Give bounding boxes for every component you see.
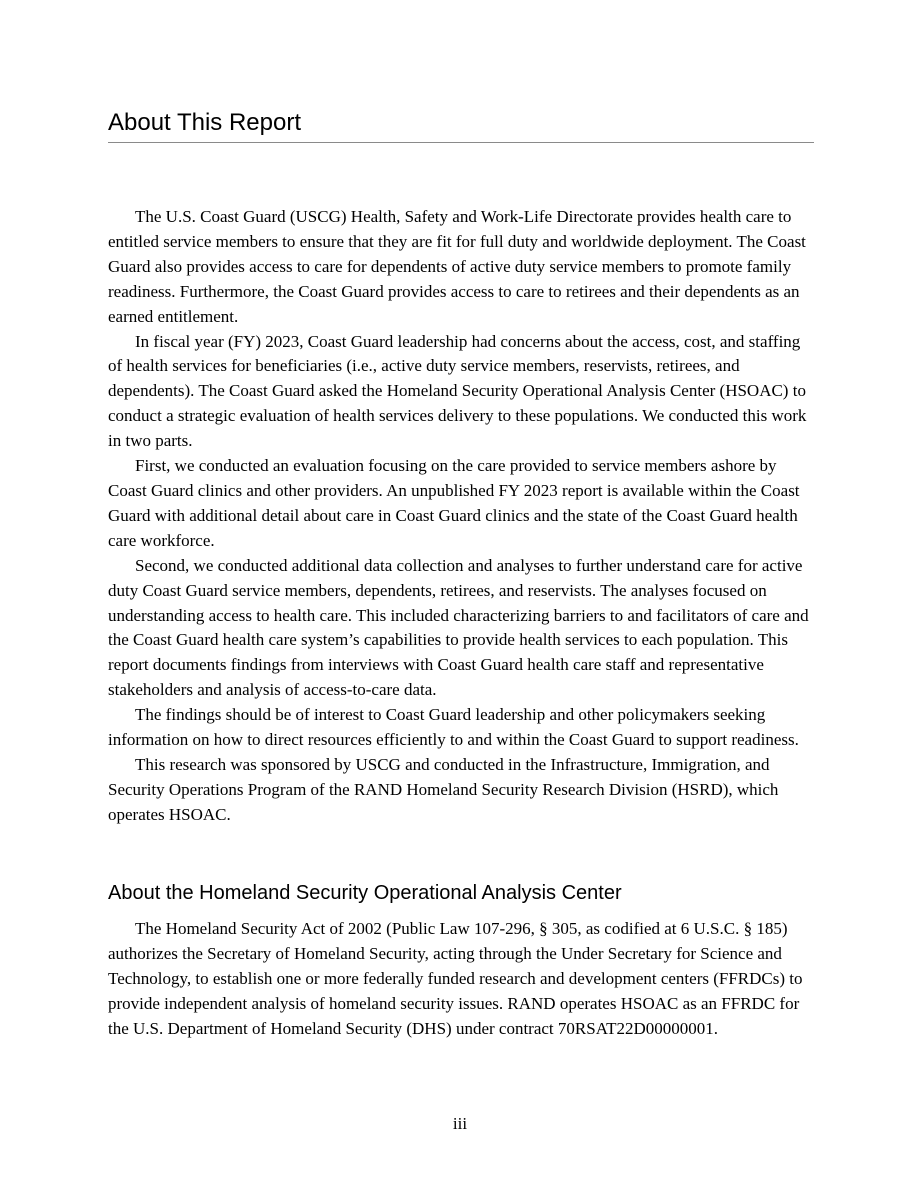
paragraph-overview: The U.S. Coast Guard (USCG) Health, Safety and Work-Life Directorate provides health care to entitled service members to ensure that they are fit for full duty and worldwide deployment. The Coast Guard also provides access to care for dependents of active duty service members to promote family readiness. Furthermore, the Coast Guard provides access to care to retirees and their dependents as an earned entitlement.: [108, 207, 806, 326]
hsoac-section-body: [108, 917, 816, 1042]
hsoac-section-heading: About the Homeland Security Operational Analysis Center: [108, 882, 622, 904]
title-divider: [108, 142, 814, 143]
about-report-body: [108, 205, 816, 828]
paragraph-sponsorship: This research was sponsored by USCG and conducted in the Infrastructure, Immigration, and Security Operations Program of the RAND Homeland Security Research Division (HSRD), which operates HSOAC.: [108, 754, 779, 824]
paragraph-fy2023-concerns: In fiscal year (FY) 2023, Coast Guard leadership had concerns about the access, cost, and staffing of health services for beneficiaries (i.e., active duty service members, reservists, retirees, and dependents). The Coast Guard asked the Homeland Security Operational Analysis Center (HSOAC) to conduct a strategic evaluation of health services delivery to these populations. We conducted this work in two parts.: [108, 331, 807, 451]
paragraph-first-part: First, we conducted an evaluation focusing on the care provided to service members ashore by Coast Guard clinics and other providers. An unpublished FY 2023 report is available within the Coast Guard with additional detail about care in Coast Guard clinics and the state of the Coast Guard health care workforce.: [108, 456, 800, 550]
paragraph-audience: The findings should be of interest to Coast Guard leadership and other policymakers seeking information on how to direct resources efficiently to and within the Coast Guard to support readiness.: [108, 705, 799, 750]
paragraph-second-part: Second, we conducted additional data collection and analyses to further understand care for active duty Coast Guard service members, dependents, retirees, and reservists. The analyses focused on understanding access to health care. This included characterizing barriers to and facilitators of care and the Coast Guard health care system’s capabilities to provide health services to each population. This report documents findings from interviews with Coast Guard health care staff and representative stakeholders and analysis of access-to-care data.: [108, 555, 809, 700]
paragraph-hsoac: The Homeland Security Act of 2002 (Public Law 107-296, § 305, as codified at 6 U.S.C. § 185) authorizes the Secretary of Homeland Security, acting through the Under Secretary for Science and Technology, to establish one or more federally funded research and development centers (FFRDCs) to provide independent analysis of homeland security issues. RAND operates HSOAC as an FFRDC for the U.S. Department of Homeland Security (DHS) under contract 70RSAT22D00000001.: [108, 919, 803, 1038]
page-number: iii: [452, 1114, 468, 1133]
page-title: About This Report: [108, 109, 301, 136]
